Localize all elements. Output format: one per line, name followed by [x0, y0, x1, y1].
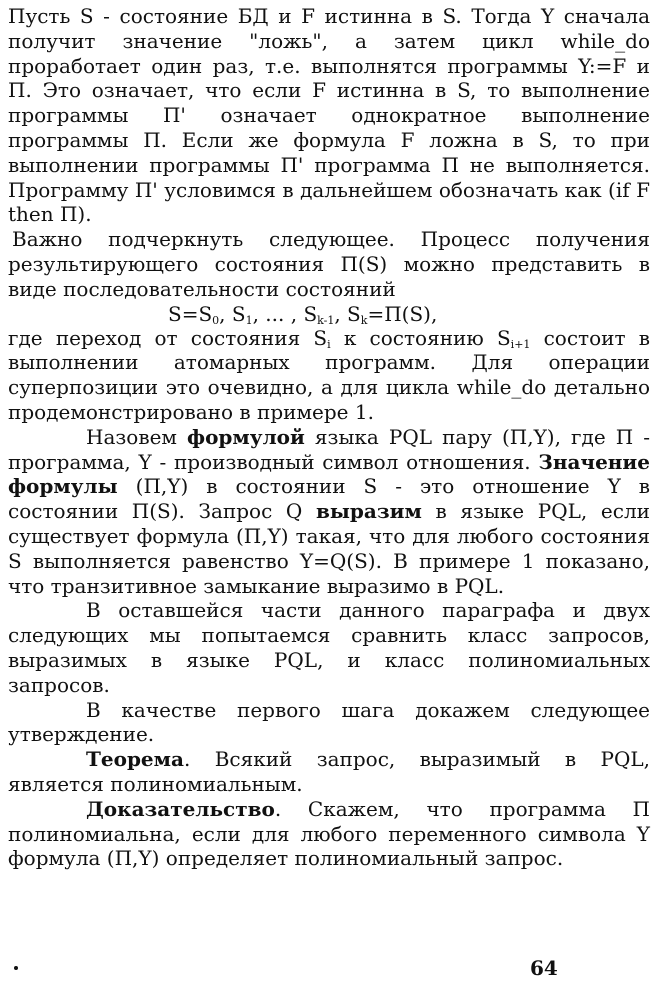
- paragraph-2: Важно подчеркнуть следующее. Процесс получения результирующего состояния П(S) можно представить в виде последовательности состояний: [8, 227, 650, 301]
- page-body: [8, 4, 650, 871]
- paragraph-3: где переход от состояния $S_i$ к состоянию $S_{i+1}$ состоит в выполнении атомарных программ. Для операции суперпозиции это очевидно, а для цикла while_do детально продемонстрировано в примере 1.: [8, 325, 651, 424]
- term-formula: формулой: [187, 424, 305, 449]
- term-expressible: выразим: [315, 499, 422, 524]
- term-formula-value: Значение формулы: [8, 449, 650, 499]
- paragraph-6: В качестве первого шага докажем следующее утверждение.: [8, 697, 650, 747]
- theorem-label: Теорема: [86, 747, 184, 772]
- paragraph-4-definitions: Назовем формулой языка PQL пару (П,Y), где П - программа, Y - производный символ отношения. Значение формулы (П,Y) в состоянии S - это отношение Y в состоянии П(S). Запрос Q выразим в языке PQL, если существует формула (П,Y) такая, что для любого состояния S выполняется равенство Y=Q(S). В примере 1 показано, что транзитивное замыкание выразимо в PQL.: [8, 424, 650, 598]
- page-number: 64: [530, 956, 558, 980]
- proof-paragraph: Доказательство. Скажем, что программа П полиномиальна, если для любого переменного символа Y формула (П,Y) определяет полиномиальный запрос.: [8, 796, 650, 871]
- paragraph-5: В оставшейся части данного параграфа и двух следующих мы попытаемся сравнить класс запросов, выразимых в языке PQL, и класс полиномиальных запросов.: [8, 598, 650, 697]
- ink-speck: [14, 966, 18, 970]
- theorem-paragraph: Теорема. Всякий запрос, выразимый в PQL, является полиномиальным.: [8, 747, 650, 796]
- paragraph-1: Пусть S - состояние БД и F истинна в S. Тогда Y сначала получит значение "ложь", а затем цикл while_do проработает один раз, т.е. выполнятся программы Y:=F и П. Это означает, что если F истинна в S, то выполнение программы П' означает однократное выполнение программы П. Если же формула F ложна в S, то при выполнении программы П' программа П не выполняется. Программу П' условимся в дальнейшем обозначать как (if F then П).: [8, 4, 650, 227]
- proof-label: Доказательство: [86, 796, 275, 821]
- state-sequence-formula: $S=S_0$, $S_1$, ... , $S_{k-1}$, $S_k=П(S)$,: [168, 301, 438, 327]
